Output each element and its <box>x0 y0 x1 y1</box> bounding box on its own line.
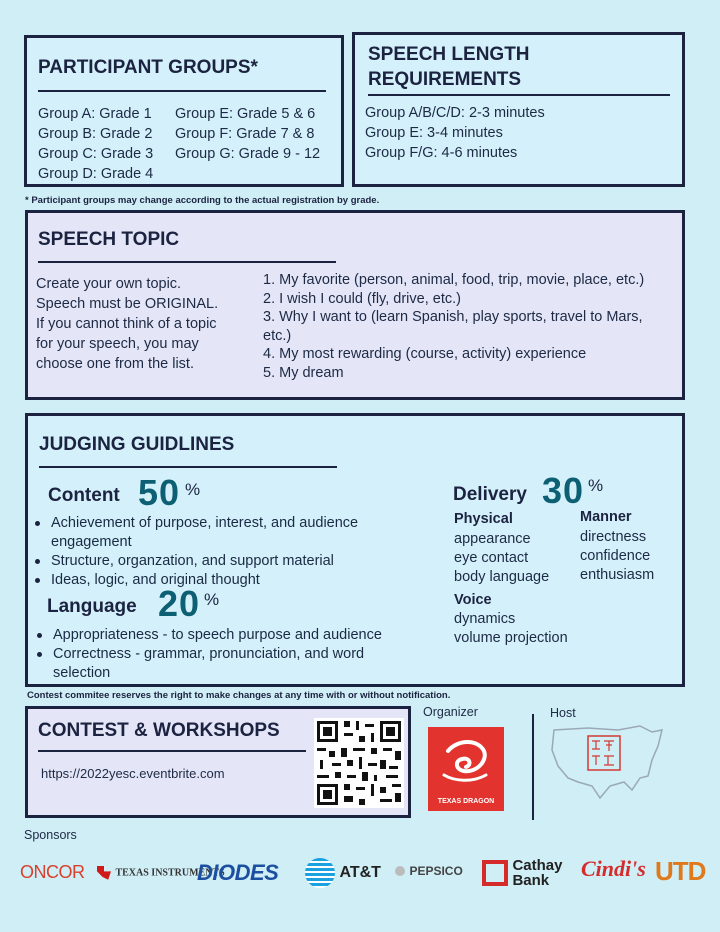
manner-label: Manner <box>580 509 632 525</box>
intro-line: choose one from the list. <box>36 356 194 372</box>
delivery-percent: 30 <box>542 470 585 511</box>
speech-topic-intro <box>36 274 218 374</box>
bullet-item: Achievement of purpose, interest, and audience engagement <box>31 514 401 552</box>
intro-line: Create your own topic. <box>36 276 182 292</box>
divider <box>368 94 670 96</box>
physical-item: body language <box>454 569 550 585</box>
group-list-col1 <box>38 104 153 184</box>
contest-title: CONTEST & WORKSHOPS <box>38 720 280 741</box>
judging-box <box>25 413 685 687</box>
speech-length-title-line1: SPEECH LENGTH <box>368 44 530 65</box>
bullet-item: Structure, organzation, and support material <box>31 552 401 571</box>
dragon-icon <box>428 731 504 795</box>
bullet-item: Ideas, logic, and original thought <box>31 571 401 590</box>
host-label: Host <box>550 706 576 720</box>
manner-item: directness <box>580 529 647 545</box>
group-list-col2 <box>175 104 320 164</box>
physical-label: Physical <box>454 511 513 527</box>
intro-line: If you cannot think of a topic <box>36 316 217 332</box>
length-item: Group E: 3-4 minutes <box>365 125 503 141</box>
content-label: Content <box>48 485 120 506</box>
texas-dragon-logo-text: TEXAS DRAGON <box>437 798 495 805</box>
participant-groups-box <box>24 35 344 187</box>
group-item: Group G: Grade 9 - 12 <box>175 146 321 162</box>
contest-url[interactable]: https://2022yesc.eventbrite.com <box>41 766 225 781</box>
voice-list <box>454 610 568 648</box>
language-percent: 20 <box>158 583 201 624</box>
att-logo <box>305 858 381 888</box>
speech-topic-list <box>263 271 644 382</box>
manner-item: enthusiasm <box>580 567 655 583</box>
group-item: Group D: Grade 4 <box>38 166 154 182</box>
bullet-item: Correctness - grammar, pronunciation, and word selection <box>33 645 413 683</box>
organizer-host-divider <box>532 714 534 820</box>
contest-box <box>25 706 411 818</box>
cathay-bank-icon <box>482 860 508 886</box>
qr-code[interactable] <box>314 718 404 808</box>
topic-item: 1. My favorite (person, animal, food, trip, movie, place, etc.) <box>263 272 645 288</box>
cathay-bank-logo <box>482 858 568 888</box>
sponsors-label: Sponsors <box>24 828 77 842</box>
content-percent-sign: % <box>185 480 201 499</box>
content-percent: 50 <box>138 472 181 513</box>
usa-map-icon <box>548 720 668 802</box>
speech-length-list <box>365 103 545 163</box>
ti-logo-text: TEXAS INSTRUMENTS <box>115 867 225 879</box>
voice-item: dynamics <box>454 611 516 627</box>
topic-item: 3. Why I want to (learn Spanish, play sports, travel to Mars, <box>263 309 643 325</box>
divider <box>38 261 336 263</box>
pepsico-logo <box>395 862 463 880</box>
language-label: Language <box>47 596 137 617</box>
voice-item: volume projection <box>454 630 568 646</box>
topic-item: 2. I wish I could (fly, drive, etc.) <box>263 290 461 307</box>
physical-list <box>454 530 549 587</box>
speech-topic-title: SPEECH TOPIC <box>38 229 180 250</box>
utd-logo: UTD <box>655 856 706 886</box>
divider <box>39 466 337 468</box>
content-bullets <box>31 514 401 590</box>
delivery-label: Delivery <box>453 484 527 505</box>
group-item: Group F: Grade 7 & 8 <box>175 126 315 142</box>
speech-length-title <box>368 42 530 92</box>
bullet-item: Appropriateness - to speech purpose and audience <box>33 626 413 645</box>
physical-item: eye contact <box>454 550 529 566</box>
intro-line: for your speech, you may <box>36 336 199 352</box>
group-item: Group C: Grade 3 <box>38 146 154 162</box>
organizer-label: Organizer <box>423 705 478 719</box>
group-item: Group B: Grade 2 <box>38 126 153 142</box>
voice-label: Voice <box>454 592 492 608</box>
texas-dragon-logo <box>428 727 504 811</box>
cindis-logo: Cindi's <box>581 856 646 881</box>
divider <box>38 90 326 92</box>
topic-item: 4. My most rewarding (course, activity) experience <box>263 346 587 362</box>
oncor-logo: ONCOR <box>20 862 85 882</box>
length-item: Group A/B/C/D: 2-3 minutes <box>365 105 545 121</box>
manner-item: confidence <box>580 548 651 564</box>
committee-note: Contest commitee reserves the right to make changes at any time with or without notification. <box>27 690 451 701</box>
group-item: Group E: Grade 5 & 6 <box>175 106 316 122</box>
group-item: Group A: Grade 1 <box>38 106 152 122</box>
language-percent-sign: % <box>204 590 220 609</box>
language-bullets <box>33 626 413 683</box>
att-logo-text: AT&T <box>339 864 381 881</box>
delivery-percent-sign: % <box>588 476 604 495</box>
groups-note: * Participant groups may change according to the actual registration by grade. <box>25 195 380 206</box>
pepsico-globe-icon <box>395 866 405 876</box>
manner-list <box>580 528 654 585</box>
participant-groups-title: PARTICIPANT GROUPS* <box>38 57 258 78</box>
intro-line: Speech must be ORIGINAL. <box>36 296 219 312</box>
topic-item: 5. My dream <box>263 364 344 381</box>
speech-topic-box <box>25 210 685 400</box>
diodes-logo: DIODES <box>197 860 279 885</box>
judging-title: JUDGING GUIDLINES <box>39 434 235 455</box>
att-globe-icon <box>305 858 335 888</box>
speech-length-title-line2: REQUIREMENTS <box>368 69 522 90</box>
ti-state-icon <box>97 866 111 880</box>
cathay-bank-logo-text: Cathay Bank <box>512 857 563 889</box>
divider <box>38 750 306 752</box>
topic-item: etc.) <box>263 327 292 344</box>
physical-item: appearance <box>454 531 531 547</box>
pepsico-logo-text: PEPSICO <box>409 863 463 878</box>
speech-length-box <box>352 32 685 187</box>
length-item: Group F/G: 4-6 minutes <box>365 145 518 161</box>
